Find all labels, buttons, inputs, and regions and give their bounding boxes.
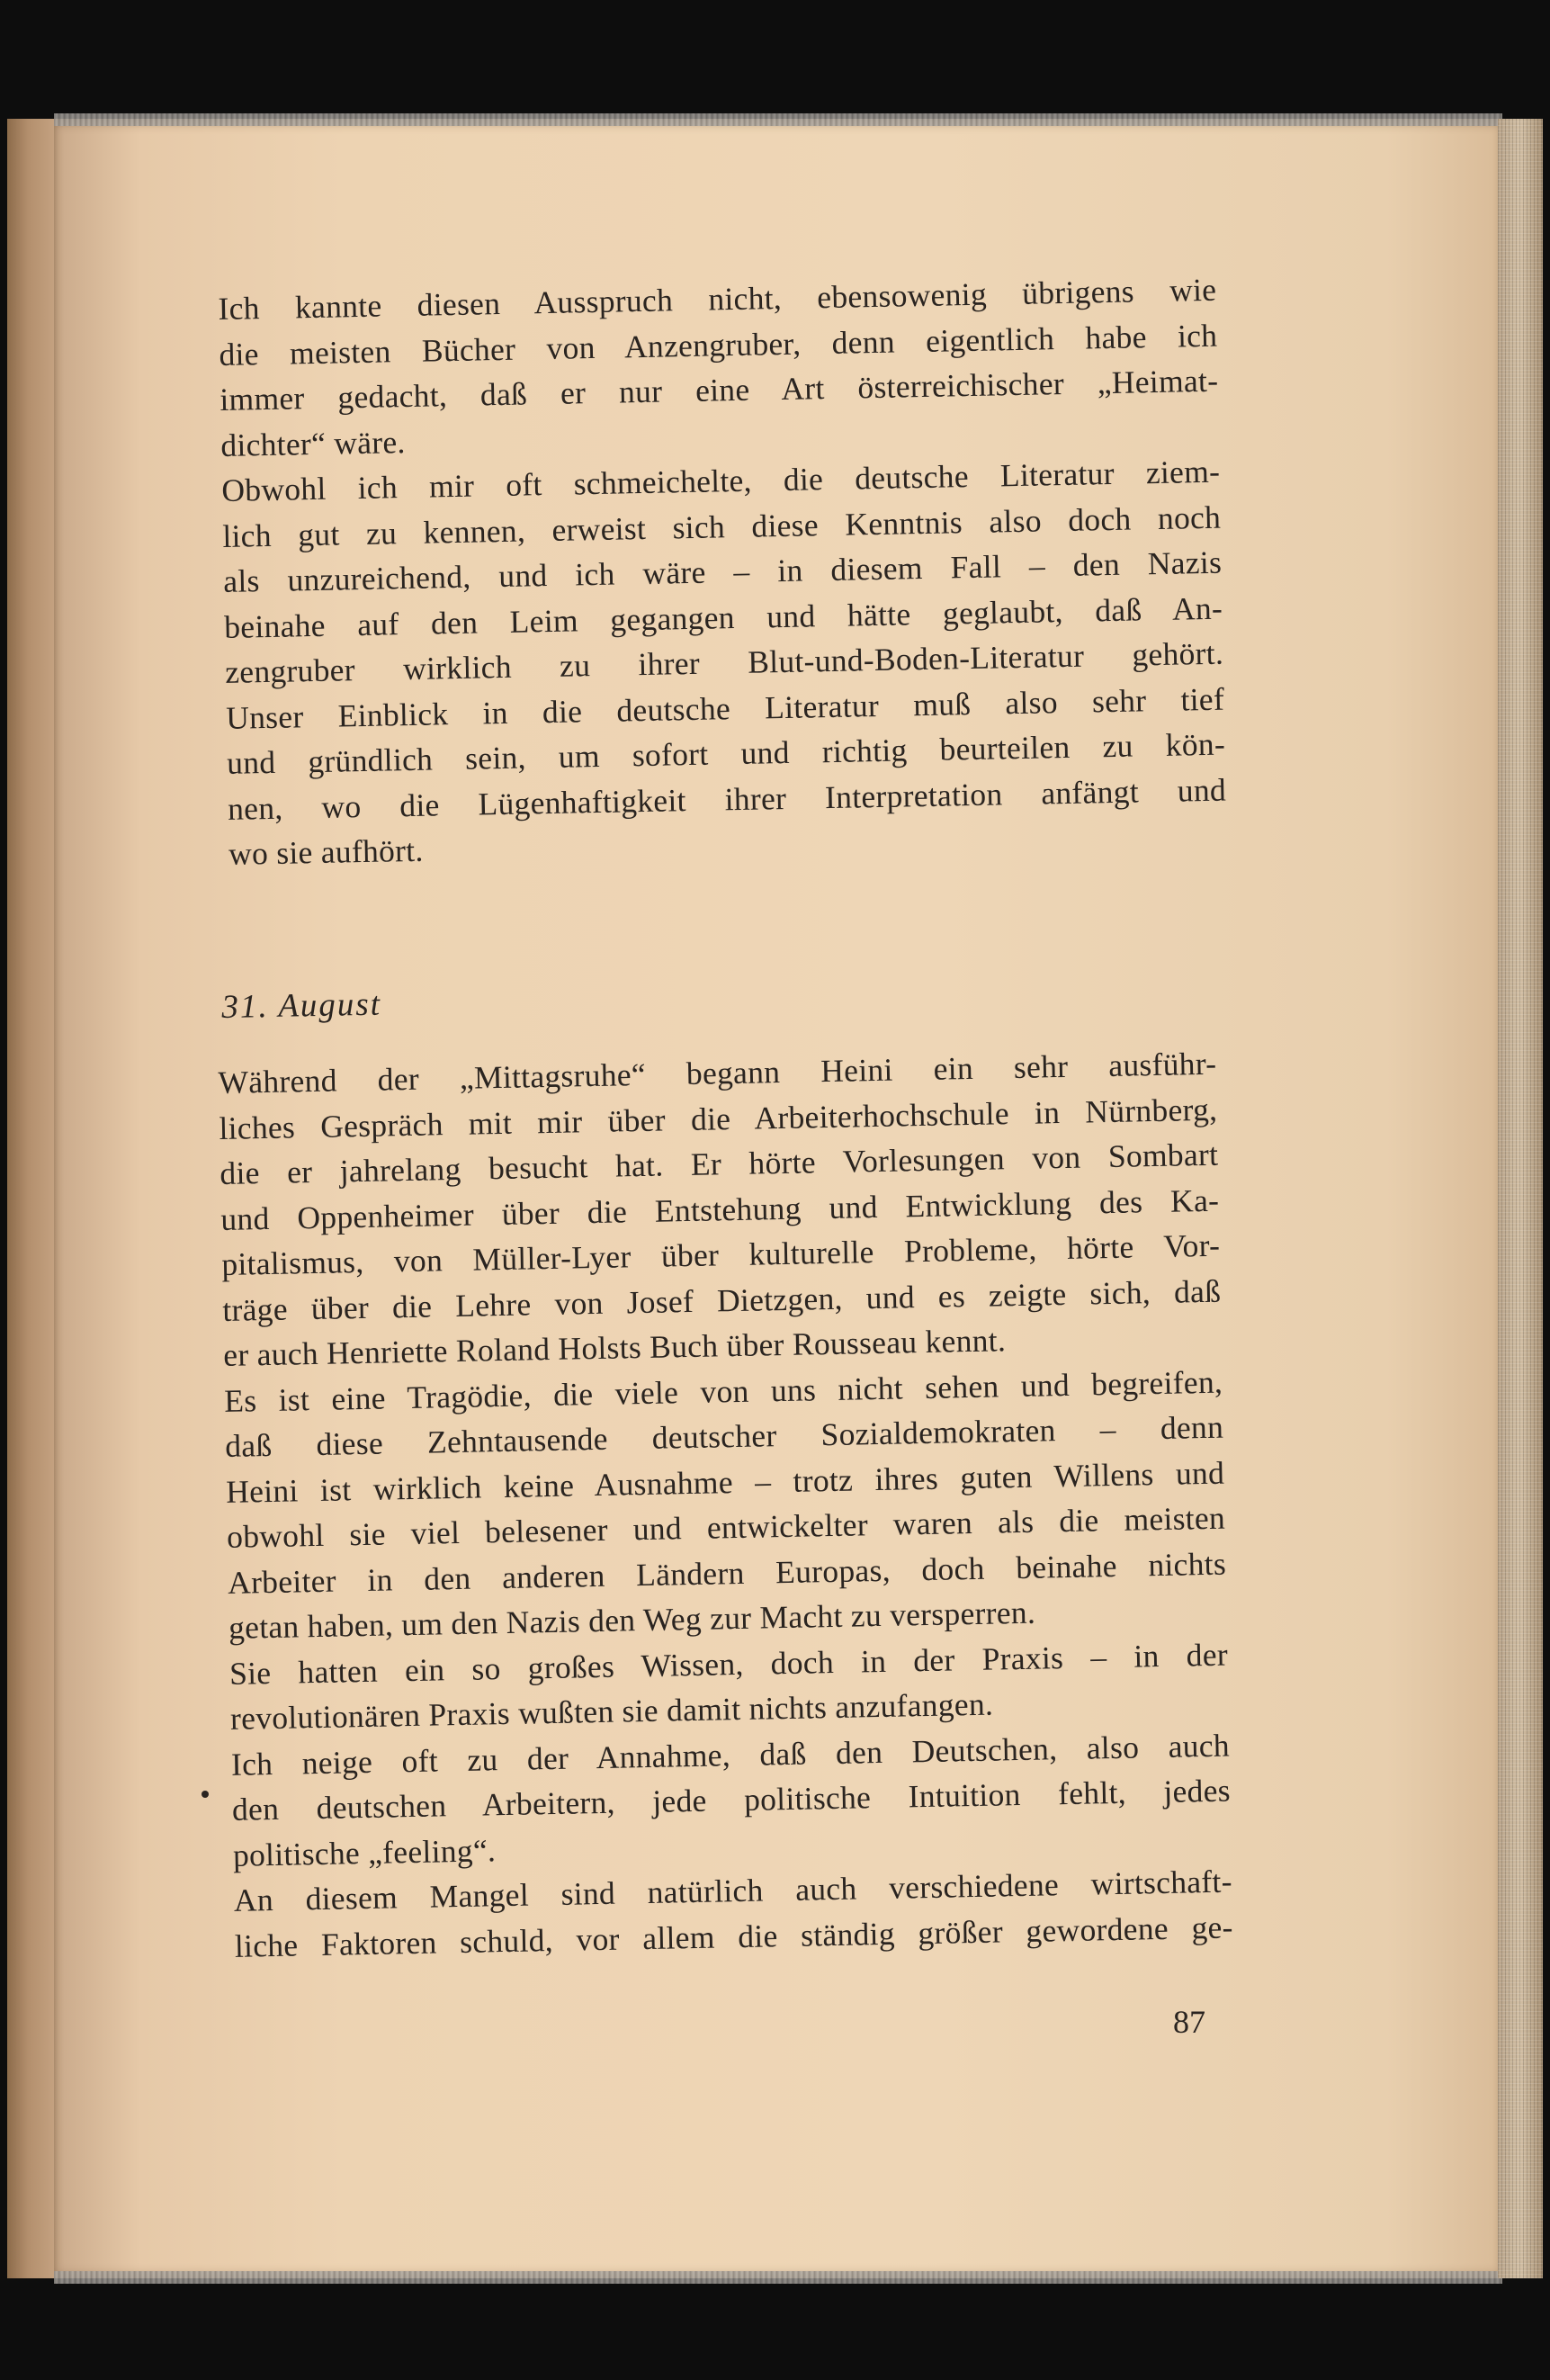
text-line: wo sie aufhört. <box>228 831 424 872</box>
text-line: liche Faktoren schuld, vor allem die ständig größer gewordene ge- <box>234 1908 1234 1964</box>
text-line: Unser Einblick in die deutsche Literatur muß also sehr tief <box>225 680 1225 736</box>
text-line: er auch Henriette Roland Holsts Buch über Rousseau kennt. <box>222 1322 1007 1373</box>
text-line: träge über die Lehre von Josef Dietzgen, und es zeigte sich, daß <box>221 1272 1222 1328</box>
text-line: zengruber wirklich zu ihrer Blut-und-Boden-Literatur gehört. <box>224 634 1224 690</box>
text-line: daß diese Zehntausende deutscher Sozialdemokraten – denn <box>224 1408 1224 1464</box>
text-line: und gründlich sein, um sofort und richtig beurteilen zu kön- <box>226 725 1226 781</box>
text-line: Es ist eine Tragödie, die viele von uns nicht sehen und begreifen, <box>223 1363 1223 1419</box>
text-line: lich gut zu kennen, erweist sich diese Kenntnis also doch noch <box>221 498 1222 554</box>
book-spine-cloth <box>1498 119 1543 2278</box>
text-line: als unzureichend, und ich wäre – in diesem Fall – den Nazis <box>222 543 1223 599</box>
text-line: An diesem Mangel sind natürlich auch verschiedene wirtschaft- <box>233 1863 1233 1918</box>
text-line: Heini ist wirklich keine Ausnahme – trotz ihres guten Willens und <box>225 1454 1225 1510</box>
text-line: dichter“ wäre. <box>220 423 406 463</box>
margin-dot-mark <box>202 1791 209 1798</box>
text-line: liches Gespräch mit mir über die Arbeiterhochschule in Nürnberg, <box>219 1091 1218 1146</box>
paragraph-intro <box>218 267 1227 877</box>
text-line: die meisten Bücher von Anzengruber, denn eigentlich habe ich <box>219 317 1218 373</box>
text-line: Arbeiter in den anderen Ländern Europas, doch beinahe nichts <box>227 1545 1227 1601</box>
text-line: getan haben, um den Nazis den Weg zur Macht zu versperren. <box>228 1594 1036 1646</box>
text-line: pitalismus, von Müller-Lyer über kulturelle Probleme, hörte Vor- <box>220 1226 1221 1282</box>
page-bottom-edge <box>54 2271 1502 2284</box>
text-line: beinahe auf den Leim gegangen und hätte geglaubt, daß An- <box>223 589 1223 645</box>
text-line: Sie hatten ein so großes Wissen, doch in der Praxis – in der <box>228 1636 1229 1692</box>
page-number: 87 <box>1173 2004 1205 2040</box>
text-line: obwohl sie viel belesener und entwickelter waren als die meisten <box>226 1499 1226 1555</box>
text-line: Während der „Mittagsruhe“ begann Heini ein sehr ausführ- <box>218 1045 1217 1100</box>
text-line: Ich neige oft zu der Annahme, daß den Deutschen, also auch <box>230 1727 1231 1783</box>
diary-date-heading: 31. August <box>221 985 382 1026</box>
text-line: und Oppenheimer über die Entstehung und Entwicklung des Ka- <box>220 1181 1220 1237</box>
text-line: immer gedacht, daß er nur eine Art österreichischer „Heimat- <box>220 362 1219 418</box>
paragraph-entry <box>218 1041 1233 1969</box>
page-top-edge <box>54 113 1502 126</box>
text-line: nen, wo die Lügenhaftigkeit ihrer Interpretation anfängt und <box>227 771 1227 827</box>
text-line: Obwohl ich mir oft schmeichelte, die deutsche Literatur ziem- <box>220 453 1221 508</box>
text-line: den deutschen Arbeitern, jede politische Intuition fehlt, jedes <box>231 1772 1232 1828</box>
book-cover-edge <box>7 119 59 2278</box>
text-line: politische „feeling“. <box>232 1831 497 1873</box>
text-line: revolutionären Praxis wußten sie damit nichts anzufangen. <box>229 1685 994 1737</box>
text-line: die er jahrelang besucht hat. Er hörte Vorlesungen von Sombart <box>220 1136 1219 1191</box>
text-line: Ich kannte diesen Ausspruch nicht, ebensowenig übrigens wie <box>218 271 1217 327</box>
